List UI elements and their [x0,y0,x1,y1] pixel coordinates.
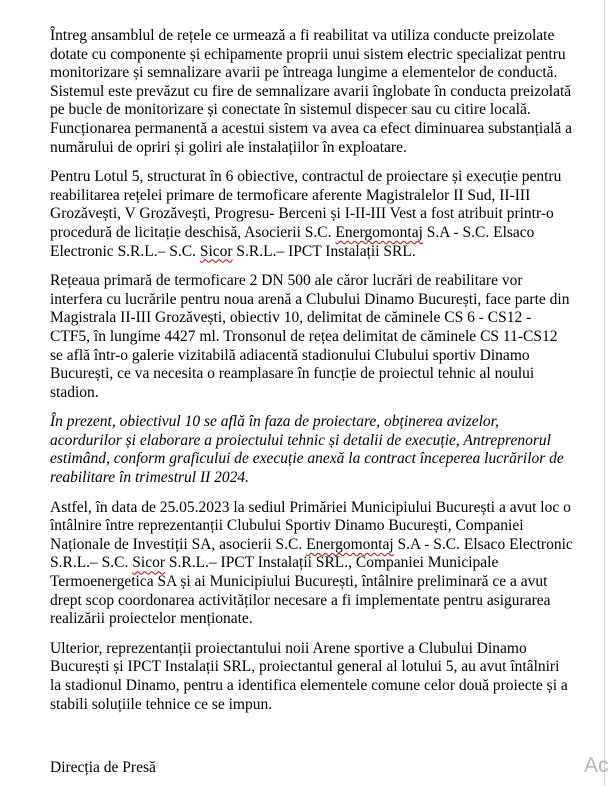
text-segment: Întreg ansamblul de rețele ce urmează a fi reabilitat va utiliza conducte preizolate dotate cu componente și echipamente proprii unui sistem electric specializat pentru monitorizare și semnalizare avarii pe întreaga lungime a elementelor de conductă. Sistemul este prevăzut cu fire de semnalizare avarii înglobate în conducta preizolată pe bucle de monitorizare și conectate în sistemul dispecer sau cu citire locală. Funcționarea permanentă a acestui sistem va avea ca efect diminuarea substanțială a numărului de opriri și goliri ale instalațiilor în exploatare. [50,27,573,156]
text-segment: Ulterior, reprezentanții proiectantului noii Arene sportive a Clubului Dinamo București și IPCT Instalații SRL, proiectantul general al lotului 5, au avut întâlniri la stadionul Dinamo, pentru a identifica elementele comune celor două proiecte și a stabili soluțiile tehnice ce se impun. [50,639,568,713]
text-segment: În prezent, obiectivul 10 se află în faza de proiectare, obținerea avizelor, acordurilor și elaborare a proiectului tehnic și detalii de execuție, Antreprenorul estimând, conform graficului de execuție anexă la contract începerea lucrărilor de reabilitare în trimestrul II 2024. [50,413,564,487]
activation-watermark-fragment: Ac [584,754,609,777]
text-segment: S.R.L.– IPCT Instalații SRL. [232,242,416,260]
paragraph [50,272,574,402]
misspelled-word: Energomontaj [335,223,423,241]
text-segment: S.A - S.C. Elsaco Electronic S.R.L.– S.C. [50,223,535,260]
text-segment: Astfel, în data de 25.05.2023 la sediul Primăriei Municipiului București a avut loc o întâlnire între reprezentanții Clubului Sportiv Dinamo București, Companiei Naționale de Investiții SA, asocierii S.C. [50,498,571,553]
text-segment: Rețeaua primară de termoficare 2 DN 500 ale căror lucrări de reabilitare vor interfera cu lucrările pentru noua arenă a Clubului Dinamo București, face parte din Magistrala II-III Grozăvești, obiectiv 10, delimitat de căminele CS 6 - CS12 - CTF5, în lungime 4427 ml. Tronsonul de rețea delimitat de căminele CS 11-CS12 se află într-o galerie vizitabilă adiacentă stadionului Clubului sportiv Dinamo București, ce va necesita o reamplasare în funcție de proiectul tehnic al noului stadion. [50,272,570,401]
page-edge-line [604,0,605,786]
text-segment: S.A - S.C. Elsaco Electronic S.R.L.– S.C. [50,535,573,572]
paragraph [50,27,574,157]
document-body [50,27,574,725]
paragraph-italic [50,413,574,487]
paragraph [50,168,574,261]
misspelled-word: Sicor [132,554,165,572]
misspelled-word: Energomontaj [306,535,394,553]
misspelled-word: Sicor [199,242,233,260]
text-segment: S.R.L.– IPCT Instalații SRL., Companiei Municipale Termoenergetica SA și ai Municipiului București, întâlnire preliminară ce a avut drept scop coordonarea activităților necesare a fi implementate pentru asigurarea realizării proiectelor menționate. [50,554,551,628]
paragraph [50,640,574,714]
footer-signature: Direcția de Presă [50,759,156,776]
paragraph [50,499,574,629]
text-segment: Pentru Lotul 5, structurat în 6 obiective, contractul de proiectare și execuție pentru reabilitarea rețelei primare de termoficare aferente Magistralelor II Sud, II-III Grozăvești, V Grozăvești, Progresu- Berceni și I-II-III Vest a fost atribuit printr-o procedură de licitație deschisă, Asocierii S.C. [50,168,562,241]
